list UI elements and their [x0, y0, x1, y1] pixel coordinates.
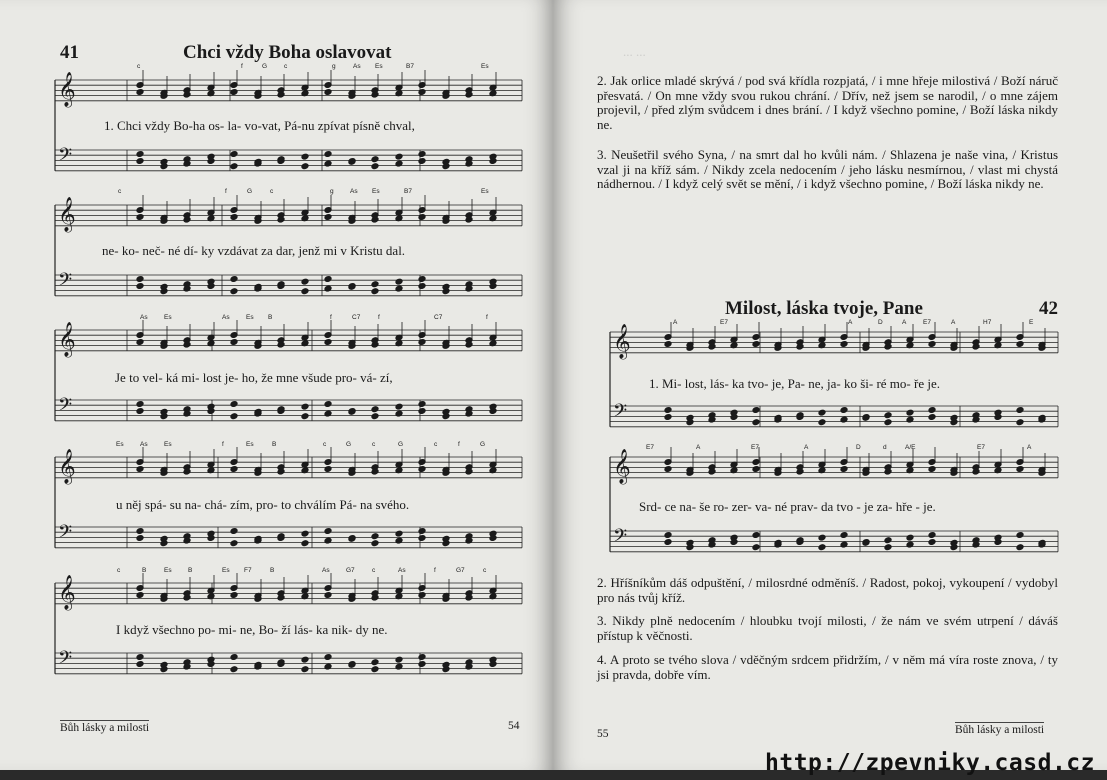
- notehead: [928, 466, 936, 473]
- notehead: [324, 151, 332, 158]
- notehead: [418, 151, 426, 158]
- treble-clef-icon: 𝄞: [58, 449, 76, 484]
- chord: c: [323, 441, 327, 448]
- chord: As: [222, 314, 230, 321]
- chord: A: [951, 319, 956, 326]
- chord: As: [353, 63, 361, 70]
- notehead: [230, 288, 238, 295]
- chord: G7: [456, 567, 465, 574]
- right-system-2-bass-staff: [610, 526, 1058, 552]
- notehead: [840, 532, 848, 539]
- notehead: [371, 288, 379, 295]
- bass-clef-icon: 𝄢: [58, 270, 73, 295]
- notehead: [136, 528, 144, 535]
- chord: Es: [116, 441, 124, 448]
- notehead: [230, 466, 238, 473]
- notehead: [230, 592, 238, 599]
- song-number: 41: [60, 42, 79, 63]
- notehead: [884, 412, 892, 419]
- notehead: [1016, 419, 1024, 426]
- notehead: [301, 413, 309, 420]
- left-system-1-barlines: [55, 80, 522, 171]
- notehead: [136, 151, 144, 158]
- left-system-2-treble-staff: [55, 197, 522, 233]
- treble-clef-icon: 𝄞: [58, 322, 76, 357]
- notehead: [818, 534, 826, 541]
- chord: E: [1029, 319, 1034, 326]
- treble-clef-icon: 𝄞: [58, 72, 76, 107]
- treble-clef-icon: 𝄞: [58, 197, 76, 232]
- chord: F7: [244, 567, 252, 574]
- footer-book-title: Bůh lásky a milosti: [955, 724, 1045, 736]
- bass-clef-icon: 𝄢: [58, 648, 73, 673]
- left-system-4-treble-staff: [55, 449, 522, 485]
- notehead: [840, 341, 848, 348]
- chord: Es: [164, 314, 172, 321]
- notehead: [230, 214, 238, 221]
- notehead: [230, 654, 238, 661]
- left-system-2-barlines: [55, 205, 522, 296]
- right-system-1-bass-staff: [610, 401, 1058, 427]
- chord: c: [372, 567, 376, 574]
- chord: D: [856, 444, 861, 451]
- page-number: 54: [508, 720, 520, 732]
- chord: c: [284, 63, 288, 70]
- chord: c: [434, 441, 438, 448]
- bass-clef-icon: 𝄢: [613, 401, 628, 426]
- chord: D: [878, 319, 883, 326]
- chord: As: [398, 567, 406, 574]
- notehead: [324, 276, 332, 283]
- notehead: [840, 407, 848, 414]
- notehead: [752, 419, 760, 426]
- left-system-5-barlines: [55, 583, 522, 674]
- chord: c: [118, 188, 122, 195]
- lyric-line: Srd- ce na- še ro- zer- va- né prav- da tvo - je za- hře - je.: [639, 499, 936, 514]
- notehead: [136, 401, 144, 408]
- bass-clef-icon: 𝄢: [613, 526, 628, 551]
- notehead: [906, 534, 914, 541]
- chord: Es: [372, 188, 380, 195]
- chord: G7: [346, 567, 355, 574]
- notehead: [301, 656, 309, 663]
- notehead: [928, 407, 936, 414]
- chord: E7: [923, 319, 931, 326]
- notehead: [395, 153, 403, 160]
- notehead: [928, 532, 936, 539]
- notehead: [884, 544, 892, 551]
- notehead: [301, 278, 309, 285]
- chord: A: [1027, 444, 1032, 451]
- right-system-1-barlines: [610, 332, 1058, 427]
- treble-clef-icon: 𝄞: [613, 449, 631, 484]
- notehead: [301, 153, 309, 160]
- show-through: ... ...: [623, 44, 646, 59]
- notehead: [324, 654, 332, 661]
- notehead: [136, 89, 144, 96]
- chord: B7: [406, 63, 414, 70]
- notehead: [324, 528, 332, 535]
- left-system-3-barlines: [55, 330, 522, 421]
- chord: A: [848, 319, 853, 326]
- chord: c: [483, 567, 487, 574]
- footer-book-title: Bůh lásky a milosti: [60, 722, 150, 734]
- song-title: Milost, láska tvoje, Pane: [725, 298, 923, 319]
- notehead: [371, 533, 379, 540]
- notehead: [840, 466, 848, 473]
- notehead: [136, 339, 144, 346]
- chord: H7: [983, 319, 992, 326]
- notehead: [136, 466, 144, 473]
- chord: c: [117, 567, 121, 574]
- chord: G: [247, 188, 253, 195]
- notehead: [324, 339, 332, 346]
- notehead: [395, 403, 403, 410]
- notehead: [418, 283, 426, 290]
- notehead: [418, 276, 426, 283]
- chord: g: [330, 188, 334, 195]
- left-system-3-treble-staff: [55, 322, 522, 358]
- left-system-4-barlines: [55, 457, 522, 548]
- chord: As: [350, 188, 358, 195]
- lyric-line: u něj spá- su na- chá- zím, pro- to chválím Pá- na svého.: [116, 497, 410, 512]
- chord: C7: [352, 314, 361, 321]
- notehead: [324, 592, 332, 599]
- notehead: [1016, 466, 1024, 473]
- song-title: Chci vždy Boha oslavovat: [183, 42, 392, 63]
- notehead: [1016, 407, 1024, 414]
- notehead: [371, 281, 379, 288]
- notehead: [1016, 341, 1024, 348]
- verse: 2. Jak orlice mladé skrývá / pod svá křídla rozpjatá, / i mne hřeje milostivá / Boží náruč přesvatá. / On mne vždy svou rukou chrání. / Dřív, než jsem se narodil, / o mne zájem projevil, / před zlým svůdcem i dnes brání. / I když všechno pomine, / Boží láska nikdy ne.: [597, 73, 1058, 132]
- treble-clef-icon: 𝄞: [58, 575, 76, 610]
- chord: B: [268, 314, 273, 321]
- chord: A/E: [905, 444, 916, 451]
- notehead: [371, 666, 379, 673]
- chord: As: [322, 567, 330, 574]
- notehead: [230, 413, 238, 420]
- left-system-1-treble-staff: [55, 72, 522, 108]
- chord: G: [480, 441, 486, 448]
- notehead: [928, 414, 936, 421]
- chord: f: [434, 567, 436, 574]
- verse: 3. Neušetřil svého Syna, / na smrt dal ho kvůli nám. / Shlazena je naše vina, / Kristus vzal ji na kříž sám. / Nikdy zcela nedocením / jeho lásku nesmírnou, / vlast mi chystá nádhernou. / I když celý svět se mění, / i když všechno pomine, / Boží láska nikdy ne.: [597, 147, 1058, 192]
- notehead: [230, 401, 238, 408]
- notehead: [301, 666, 309, 673]
- chord: C7: [434, 314, 443, 321]
- notehead: [136, 661, 144, 668]
- notehead: [230, 276, 238, 283]
- chord: E7: [977, 444, 985, 451]
- left-system-4-bass-staff: [55, 522, 522, 548]
- notehead: [752, 532, 760, 539]
- notehead: [418, 158, 426, 165]
- chord: Es: [375, 63, 383, 70]
- notehead: [418, 89, 426, 96]
- chord: f: [458, 441, 460, 448]
- chord: f: [222, 441, 224, 448]
- bass-clef-icon: 𝄢: [58, 522, 73, 547]
- chord: Es: [246, 441, 254, 448]
- chord: E7: [720, 319, 728, 326]
- left-system-3-bass-staff: [55, 395, 522, 421]
- chord: B7: [404, 188, 412, 195]
- notehead: [136, 276, 144, 283]
- notehead: [418, 401, 426, 408]
- notehead: [664, 414, 672, 421]
- notehead: [230, 666, 238, 673]
- chord: Es: [481, 188, 489, 195]
- notehead: [324, 466, 332, 473]
- notehead: [136, 592, 144, 599]
- notehead: [418, 535, 426, 542]
- notehead: [136, 654, 144, 661]
- notehead: [418, 528, 426, 535]
- notehead: [371, 406, 379, 413]
- notehead: [136, 535, 144, 542]
- notehead: [418, 654, 426, 661]
- chord: B: [270, 567, 275, 574]
- notehead: [752, 341, 760, 348]
- notehead: [230, 163, 238, 170]
- bass-clef-icon: 𝄢: [58, 145, 73, 170]
- notehead: [371, 413, 379, 420]
- right-system-2-barlines: [610, 457, 1058, 552]
- notehead: [301, 288, 309, 295]
- chord: A: [902, 319, 907, 326]
- chord: c: [372, 441, 376, 448]
- notehead: [818, 419, 826, 426]
- verse: 3. Nikdy plně nedocením / hloubku tvojí milosti, / že nám ve svém utrpení / dáváš přístup k věčnosti.: [597, 613, 1058, 643]
- chord: f: [378, 314, 380, 321]
- notehead: [301, 540, 309, 547]
- notehead: [418, 466, 426, 473]
- chord: d: [883, 444, 887, 451]
- notehead: [230, 89, 238, 96]
- chord: f: [225, 188, 227, 195]
- notehead: [884, 537, 892, 544]
- notehead: [230, 339, 238, 346]
- chord: Es: [246, 314, 254, 321]
- chord: E7: [646, 444, 654, 451]
- notehead: [324, 214, 332, 221]
- lyric-line: 1. Mi- lost, lás- ka tvo- je, Pa- ne, ja- ko ši- ré mo- ře je.: [649, 376, 940, 391]
- chord: E7: [751, 444, 759, 451]
- notehead: [230, 151, 238, 158]
- notehead: [664, 466, 672, 473]
- notehead: [136, 408, 144, 415]
- chord: B: [142, 567, 147, 574]
- notehead: [928, 539, 936, 546]
- lyric-line: I když všechno po- mi- ne, Bo- ží lás- ka nik- dy ne.: [116, 622, 388, 637]
- notehead: [1016, 544, 1024, 551]
- chord: Es: [222, 567, 230, 574]
- chord: Es: [481, 63, 489, 70]
- notehead: [752, 466, 760, 473]
- notehead: [395, 656, 403, 663]
- right-system-1-treble-staff: [610, 324, 1058, 360]
- notehead: [371, 659, 379, 666]
- notehead: [136, 214, 144, 221]
- notehead: [928, 341, 936, 348]
- chord: As: [140, 314, 148, 321]
- notehead: [752, 407, 760, 414]
- chord: f: [486, 314, 488, 321]
- site-watermark: http://zpevniky.casd.cz: [765, 750, 1095, 776]
- notehead: [664, 341, 672, 348]
- chord: c: [137, 63, 141, 70]
- notehead: [418, 214, 426, 221]
- notehead: [301, 163, 309, 170]
- verse: 2. Hříšníkům dáš odpuštění, / milosrdné odměníš. / Radost, pokoj, vykoupení / vydobyl pro nás tvůj kříž.: [597, 575, 1058, 605]
- chord: G: [346, 441, 352, 448]
- lyric-line: ne- ko- neč- né dí- ky vzdávat za dar, jenž mi v Kristu dal.: [102, 243, 406, 258]
- notehead: [906, 409, 914, 416]
- notehead: [418, 339, 426, 346]
- notehead: [418, 592, 426, 599]
- notehead: [818, 409, 826, 416]
- verse: 4. A proto se tvého slova / vděčným srdcem přidržím, / v něm má víra roste znova, / ty jsi pravda, dobře vím.: [597, 652, 1058, 682]
- chord: B: [272, 441, 277, 448]
- chord: G: [398, 441, 404, 448]
- notehead: [884, 419, 892, 426]
- chord: f: [330, 314, 332, 321]
- left-system-5-treble-staff: [55, 575, 522, 611]
- chord: As: [140, 441, 148, 448]
- bass-clef-icon: 𝄢: [58, 395, 73, 420]
- notehead: [752, 544, 760, 551]
- left-system-5-bass-staff: [55, 648, 522, 674]
- chord: A: [696, 444, 701, 451]
- notehead: [371, 156, 379, 163]
- lyric-line: Je to vel- ká mi- lost je- ho, že mne všude pro- vá- zí,: [115, 370, 393, 385]
- notehead: [664, 539, 672, 546]
- notehead: [230, 528, 238, 535]
- chord: A: [804, 444, 809, 451]
- song-number: 42: [1039, 298, 1058, 319]
- notehead: [371, 540, 379, 547]
- notehead: [395, 530, 403, 537]
- notehead: [664, 532, 672, 539]
- notehead: [230, 540, 238, 547]
- notehead: [324, 89, 332, 96]
- chord: B: [188, 567, 193, 574]
- notehead: [301, 530, 309, 537]
- notehead: [136, 283, 144, 290]
- page-number: 55: [597, 728, 609, 740]
- chord: A: [673, 319, 678, 326]
- chord: f: [241, 63, 243, 70]
- left-system-1-bass-staff: [55, 145, 522, 171]
- notehead: [1016, 532, 1024, 539]
- chord: Es: [164, 441, 172, 448]
- chord: g: [332, 63, 336, 70]
- left-system-2-bass-staff: [55, 270, 522, 296]
- chord: c: [270, 188, 274, 195]
- chord: G: [262, 63, 268, 70]
- treble-clef-icon: 𝄞: [613, 324, 631, 359]
- lyric-line: 1. Chci vždy Bo-ha os- la- vo-vat, Pá-nu zpívat písně chval,: [104, 118, 415, 133]
- notehead: [324, 401, 332, 408]
- notehead: [395, 278, 403, 285]
- notehead: [136, 158, 144, 165]
- notehead: [418, 408, 426, 415]
- notehead: [371, 163, 379, 170]
- chord: Es: [164, 567, 172, 574]
- notehead: [664, 407, 672, 414]
- notehead: [418, 661, 426, 668]
- right-system-2-treble-staff: [610, 449, 1058, 485]
- notehead: [818, 544, 826, 551]
- notehead: [301, 403, 309, 410]
